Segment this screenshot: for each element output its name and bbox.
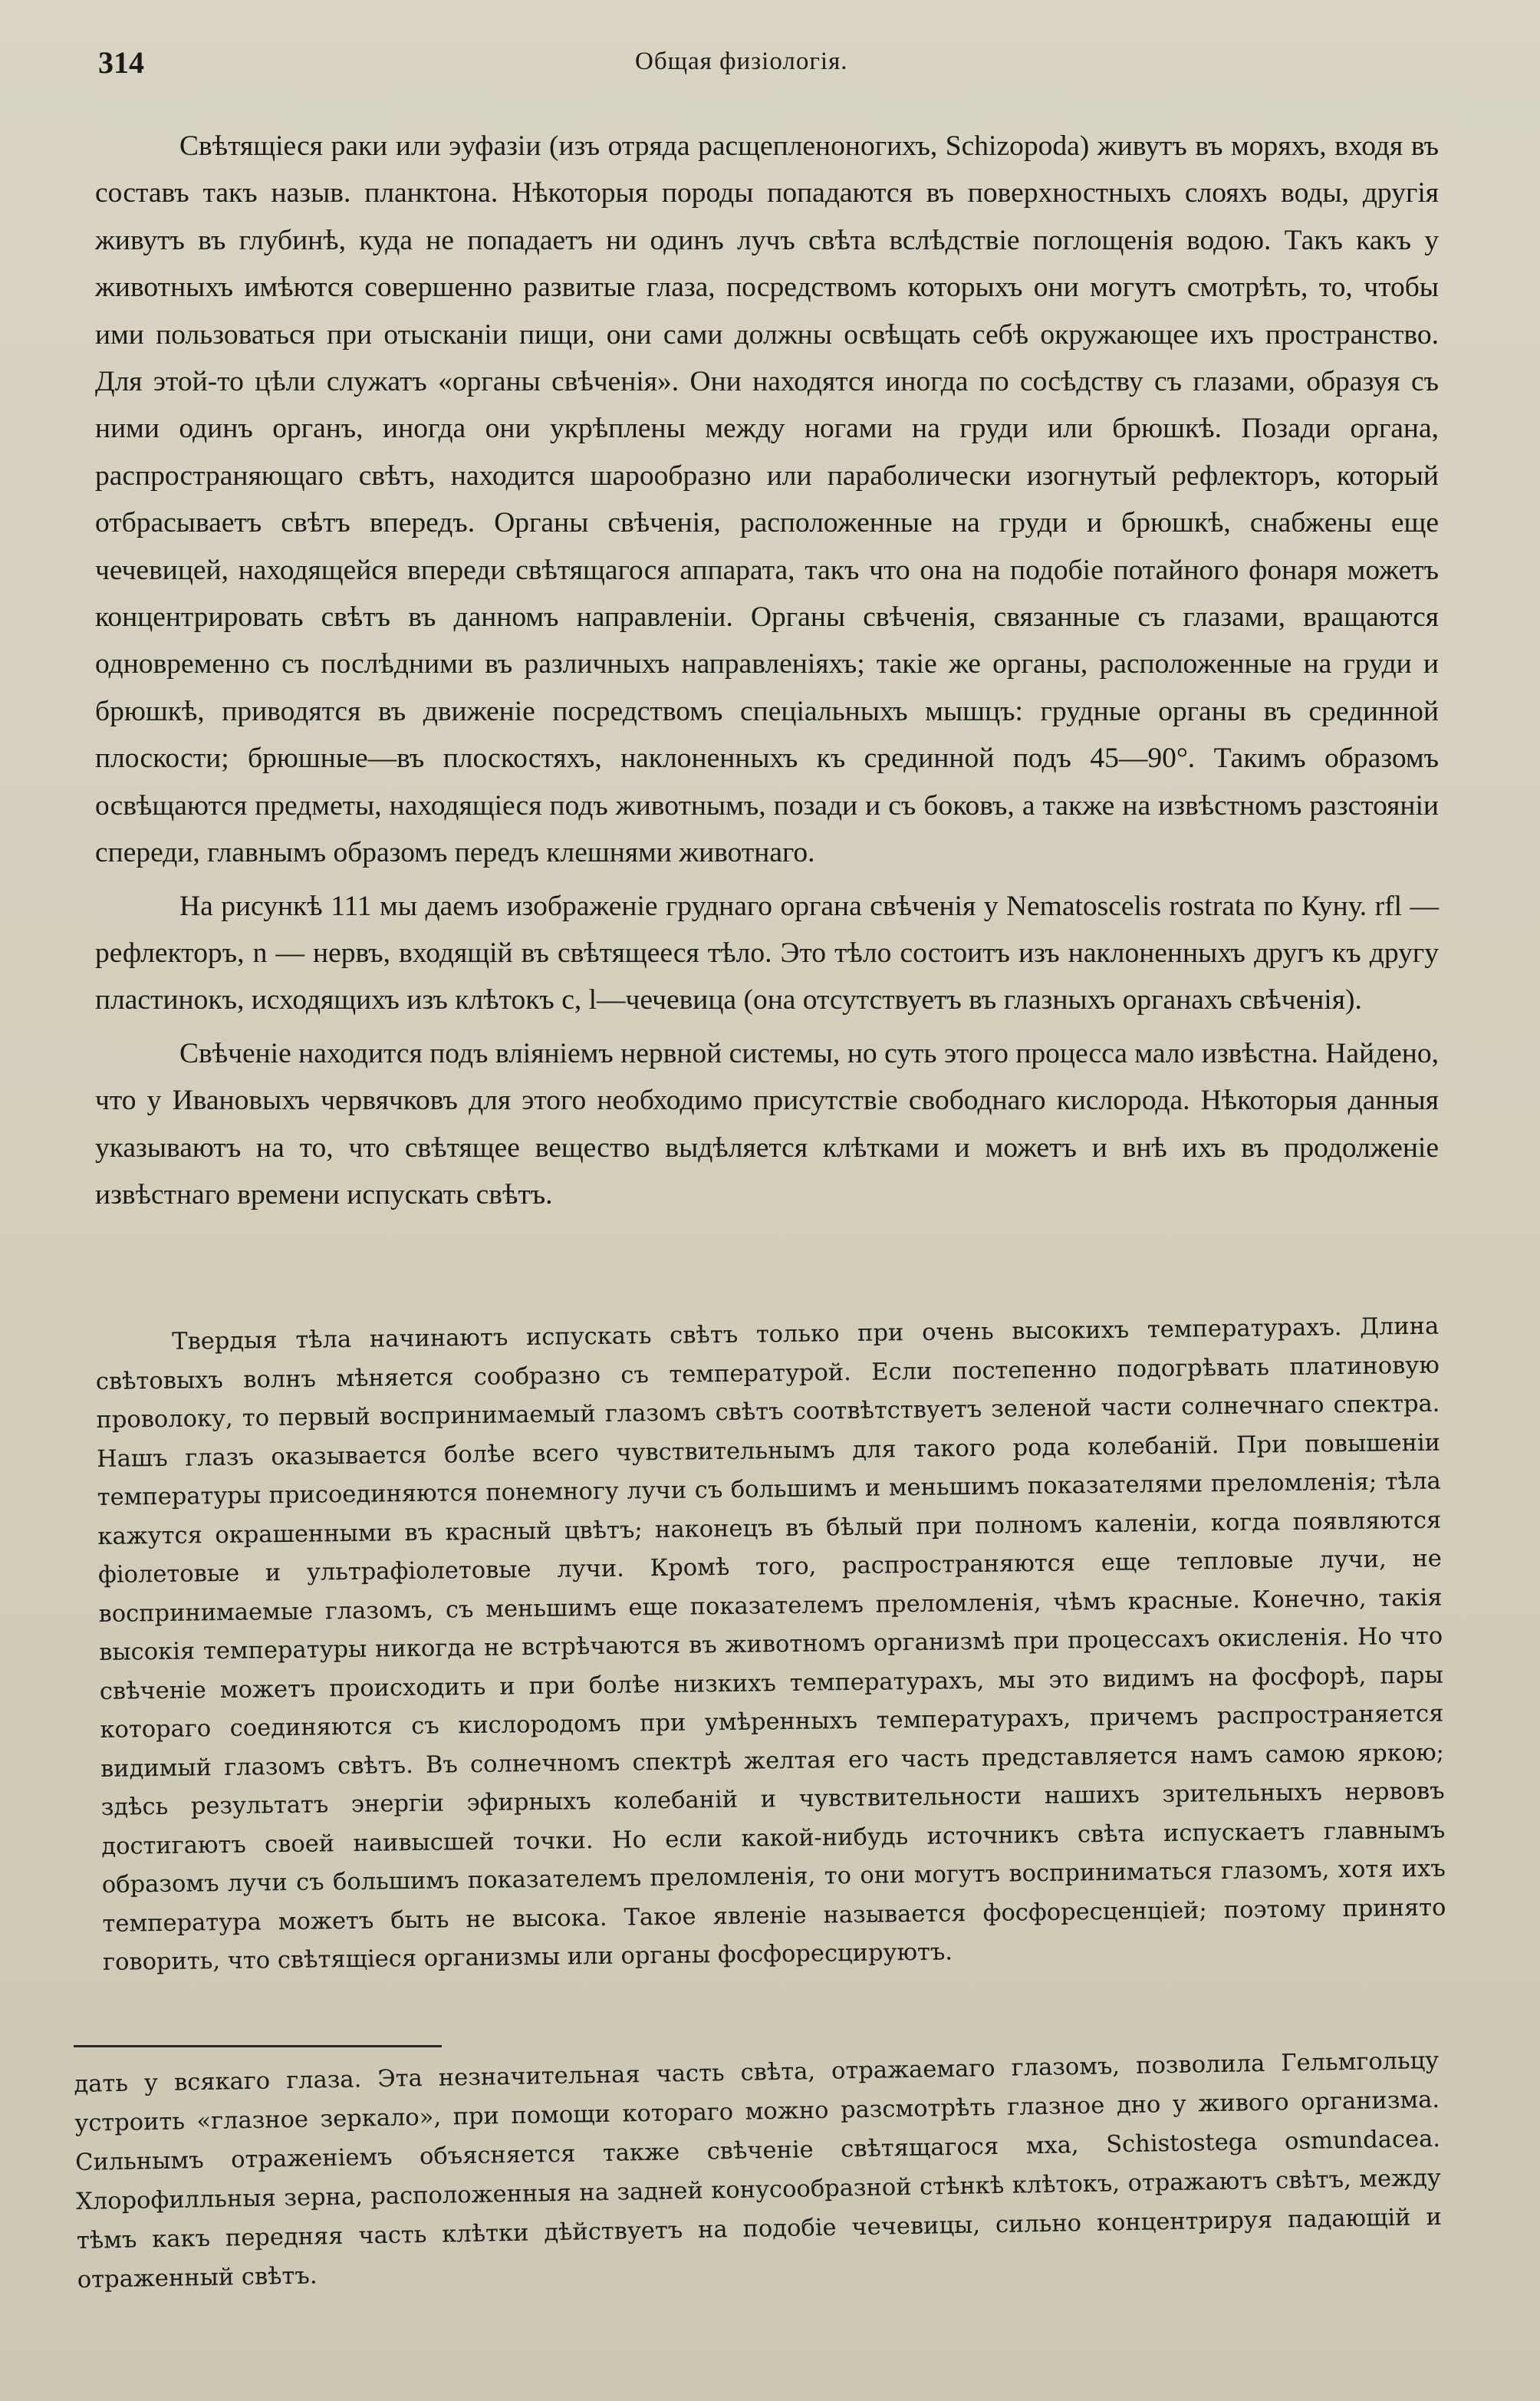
page-header	[98, 44, 1448, 91]
page-number: 314	[98, 45, 144, 80]
paragraph-figure-111: На рисункѣ 111 мы даемъ изображенiе груднаго органа свѣченiя у Nematoscelis rostrata по Куну. rfl — рефлекторъ, n — нервъ, входящiй въ свѣтящееся тѣло. Это тѣло состоитъ изъ наклоненныхъ другъ къ другу пластинокъ, исходящихъ изъ клѣтокъ c, l—чечевица (она отсутствуетъ въ глазныхъ органахъ свѣченiя).	[95, 890, 1439, 1016]
running-head: Общая физiологiя.	[635, 48, 848, 75]
footnote	[74, 2041, 1443, 2300]
footnote-divider	[74, 2045, 442, 2047]
paragraph-euphausia: Свѣтящiеся раки или эуфазiи (изъ отряда расщепленоногихъ, Schizopoda) живутъ въ моряхъ, входя въ составъ такъ назыв. планктона. Нѣкоторыя породы попадаются въ поверхностныхъ слояхъ воды, другiя живутъ въ глубинѣ, куда не попадаетъ ни одинъ лучъ свѣта вслѣдствiе поглощенiя водою. Такъ какъ у животныхъ имѣются совершенно развитые глаза, посредствомъ которыхъ они могутъ смотрѣть, то, чтобы ими пользоваться при отысканiи пищи, они сами должны освѣщать себѣ окружающее ихъ пространство. Для этой-то цѣли служатъ «органы свѣченiя». Они находятся иногда по сосѣдству съ глазами, образуя съ ними одинъ органъ, иногда они укрѣплены между ногами на груди или брюшкѣ. Позади органа, распространяющаго свѣтъ, находится шарообразно или параболически изогнутый рефлекторъ, который отбрасываетъ свѣтъ впередъ. Органы свѣченiя, расположенные на груди и брюшкѣ, снабжены еще чечевицей, находящейся впереди свѣтящагося аппарата, такъ что она на подобiе потайного фонаря можетъ концентрировать свѣтъ въ данномъ направленiи. Органы свѣченiя, связанные съ глазами, вращаются одновременно съ послѣдними въ различныхъ направленiяхъ; такiе же органы, расположенные на груди и брюшкѣ, приводятся въ движенiе посредствомъ спецiальныхъ мышцъ: грудные органы въ срединной плоскости; брюшные—въ плоскостяхъ, наклоненныхъ къ срединной подъ 45—90°. Такимъ образомъ освѣщаются предметы, находящiеся подъ животнымъ, позади и съ боковъ, а также на извѣстномъ разстоянiи спереди, главнымъ образомъ передъ клешнями животнаго.	[95, 130, 1439, 869]
paragraph-phosphorescence: Твердыя тѣла начинаютъ испускать свѣтъ только при очень высокихъ температурахъ. Длина свѣтовыхъ волнъ мѣняется сообразно съ температурой. Если постепенно подогрѣвать платиновую проволоку, то первый воспринимаемый глазомъ свѣтъ соотвѣтствуетъ зеленой части солнечнаго спектра. Нашъ глазъ оказывается болѣе всего чувствительнымъ для такого рода колебанiй. При повышенiи температуры присоединяются понемногу лучи съ большимъ и меньшимъ показателями преломленiя; тѣла кажутся окрашенными въ красный цвѣтъ; наконецъ въ бѣлый при полномъ каленiи, когда появляются фiолетовые и ультрафiолетовые лучи. Кромѣ того, распространяются еще тепловые лучи, не воспринимаемые глазомъ, съ меньшимъ еще показателемъ преломленiя, чѣмъ красные. Конечно, такiя высокiя температуры никогда не встрѣчаются въ животномъ организмѣ при процессахъ окисленiя. Но что свѣченiе можетъ происходить и при болѣе низкихъ температурахъ, мы это видимъ на фосфорѣ, пары котораго соединяются съ кислородомъ при умѣренныхъ температурахъ, причемъ распространяется видимый глазомъ свѣтъ. Въ солнечномъ спектрѣ желтая его часть представляется намъ самою яркою; здѣсь результатъ энергiи эфирныхъ колебанiй и чувствительности нашихъ зрительныхъ нервовъ достигаютъ своей наивысшей точки. Но если какой-нибудь источникъ свѣта испускаетъ главнымъ образомъ лучи съ большимъ показателемъ преломленiя, то они могутъ восприниматься глазомъ, хотя ихъ температура можетъ быть не высока. Такое явленiе называется фосфоресценцiей; поэтому принято говорить, что свѣтящiеся организмы или органы фосфоресцируютъ.	[95, 1312, 1446, 1976]
footnote-text: дать у всякаго глаза. Эта незначительная часть свѣта, отражаемаго глазомъ, позволила Гельмгольцу устроить «глазное зеркало», при помощи котораго можно разсмотрѣть глазное дно у живого организма. Сильнымъ отраженiемъ объясняется также свѣченiе свѣтящагося мха, Schistostega osmundacea. Хлорофилльныя зерна, расположенныя на задней конусообразной стѣнкѣ клѣтокъ, отражаютъ свѣтъ, между тѣмъ какъ передняя часть клѣтки дѣйствуетъ на подобiе чечевицы, сильно концентрируя падающiй и отраженный свѣтъ.	[74, 2047, 1443, 2294]
paragraph-nervous-control: Свѣченiе находится подъ влiянiемъ нервной системы, но суть этого процесса мало извѣстна. Найдено, что у Ивановыхъ червячковъ для этого необходимо присутствiе свободнаго кислорода. Нѣкоторыя данныя указываютъ на то, что свѣтящее вещество выдѣляется клѣтками и можетъ и внѣ ихъ въ продолженiе извѣстнаго времени испускать свѣтъ.	[95, 1037, 1439, 1210]
main-text	[95, 123, 1439, 1218]
small-print-section	[95, 1308, 1446, 1983]
